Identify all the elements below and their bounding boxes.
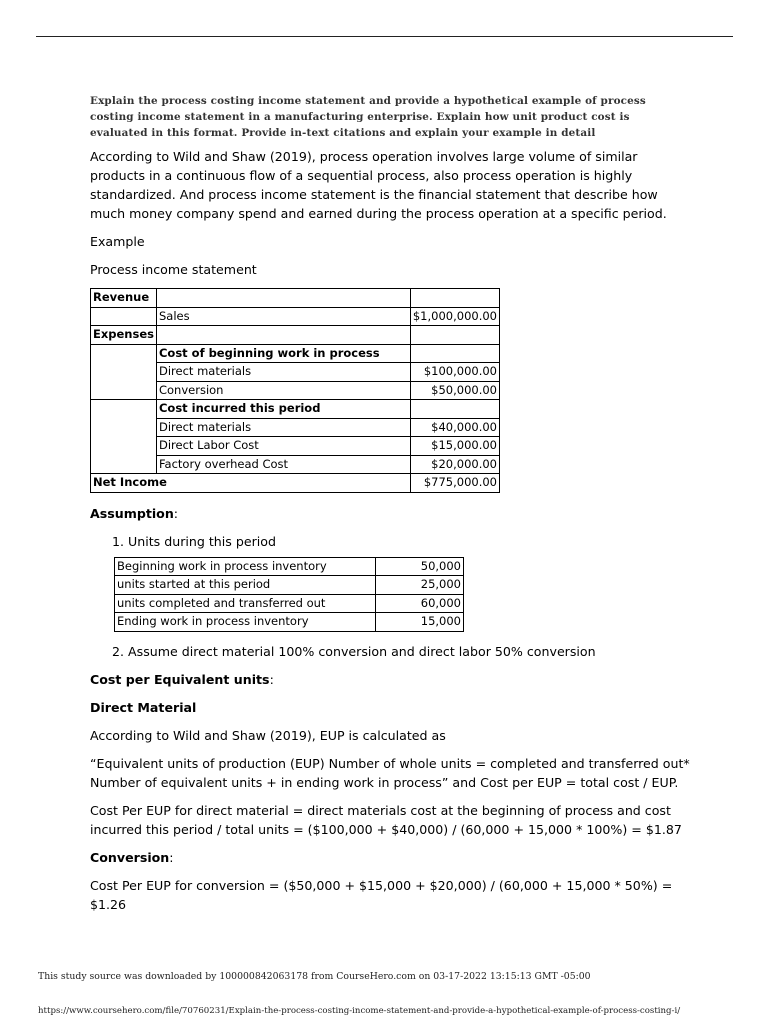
statement-title: Process income statement <box>90 262 257 277</box>
conversion-heading: Conversion: <box>90 849 174 865</box>
source-url[interactable]: https://www.coursehero.com/file/70760231/Explain-the-process-costing-income-statement-and-provide-a-hypothetical-example-of-process-costing-i/ <box>38 1006 681 1016</box>
table-row <box>91 289 500 308</box>
revenue-label: Revenue <box>91 289 157 308</box>
per-oh-label: Factory overhead Cost <box>156 455 410 474</box>
units-table <box>114 557 464 632</box>
per-dm-label: Direct materials <box>156 418 410 437</box>
table-row <box>91 400 500 419</box>
question-text: Explain the process costing income statement and provide a hypothetical example of process costing income statement in a manufacturing enterprise. Explain how unit product cost is evaluated in this format. Provide in-text citations and explain your example in detail <box>90 95 646 139</box>
beg-dm-value: $100,000.00 <box>410 363 499 382</box>
table-row <box>91 326 500 345</box>
period-cost-header: Cost incurred this period <box>156 400 410 419</box>
download-notice: This study source was downloaded by 100000842063178 from CourseHero.com on 03-17-2022 13:15:13 GMT -05:00 <box>38 971 591 982</box>
eup-intro: According to Wild and Shaw (2019), EUP is calculated as <box>90 727 446 743</box>
per-dm-value: $40,000.00 <box>410 418 499 437</box>
list-item: 2. Assume direct material 100% conversion and direct labor 50% conversion <box>112 643 596 659</box>
table-row <box>91 474 500 493</box>
direct-material-heading: Direct Material <box>90 699 197 715</box>
net-income-label: Net Income <box>91 474 411 493</box>
per-oh-value: $20,000.00 <box>410 455 499 474</box>
per-dl-label: Direct Labor Cost <box>156 437 410 456</box>
document-body <box>90 93 690 923</box>
table-row <box>91 307 500 326</box>
top-rule <box>36 36 733 37</box>
net-income-value: $775,000.00 <box>410 474 499 493</box>
income-statement-table <box>90 288 500 493</box>
table-row: units started at this period 25,000 <box>115 576 464 595</box>
table-row: units completed and transferred out 60,000 <box>115 594 464 613</box>
cost-eu-heading: Cost per Equivalent units: <box>90 671 274 687</box>
intro-paragraph: According to Wild and Shaw (2019), process operation involves large volume of similar products in a continuous flow of a sequential process, also process operation is highly standardized. And process income statement is the financial statement that describe how much money company spend and earned during the process operation at a specific period. <box>90 149 667 221</box>
sales-value: $1,000,000.00 <box>410 307 499 326</box>
table-row: Beginning work in process inventory 50,000 <box>115 557 464 576</box>
assumption-heading: Assumption: <box>90 505 179 521</box>
table-row <box>91 344 500 363</box>
dm-calculation: Cost Per EUP for direct material = direct materials cost at the beginning of process and cost incurred this period / total units = ($100,000 + $40,000) / (60,000 + 15,000 * 100%) = $1.87 <box>90 802 682 837</box>
beg-dm-label: Direct materials <box>156 363 410 382</box>
eup-quote: “Equivalent units of production (EUP) Number of whole units = completed and transferred out* Number of equivalent units + in ending work in process” and Cost per EUP = total cost / EUP. <box>90 755 690 790</box>
table-row: Ending work in process inventory 15,000 <box>115 613 464 632</box>
beg-conv-label: Conversion <box>156 381 410 400</box>
beg-conv-value: $50,000.00 <box>410 381 499 400</box>
conversion-calculation: Cost Per EUP for conversion = ($50,000 + $15,000 + $20,000) / (60,000 + 15,000 * 50%) = $1.26 <box>90 877 673 912</box>
list-item: 1. Units during this period <box>112 533 276 549</box>
sales-label: Sales <box>156 307 410 326</box>
per-dl-value: $15,000.00 <box>410 437 499 456</box>
example-label: Example <box>90 234 145 249</box>
beginning-wip-header: Cost of beginning work in process <box>156 344 410 363</box>
expenses-label: Expenses <box>91 326 157 345</box>
